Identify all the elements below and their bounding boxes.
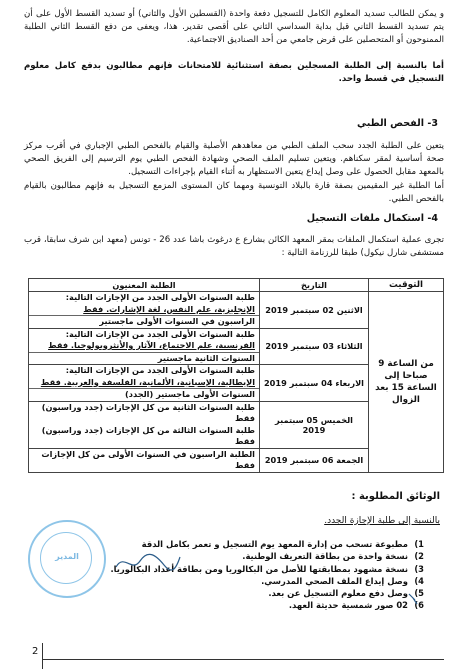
students-line: طلبة السنوات الأولى الجدد من الإجازات التالية: xyxy=(65,292,255,302)
header-students: الطلبة المعنيون xyxy=(29,279,260,292)
signature-icon xyxy=(112,547,182,577)
list-item: 3)نسخة مشهود بمطابقتها للأصل من البكالوريا ومن بطاقة أعداد البكالوريا. xyxy=(110,563,424,574)
students-line: الطلبة الراسبون في السنوات الأولى من كل الإجازات فقط xyxy=(41,448,255,470)
official-stamp xyxy=(28,520,106,598)
paragraph-nonresident: أما الطلبة غير المقيمين بصفة قارة بالبلاد التونسية ومهما كان المستوى المزمع التسجيل به فإنهم مطالبون بالقيام بالفحص الطبي. xyxy=(24,181,444,204)
students-line: الإنجليزية، علم النفس، لغة الإشارات. فقط xyxy=(83,303,255,314)
section-heading-medical: 3- الفحص الطبي xyxy=(356,118,438,129)
schedule-table xyxy=(28,278,444,473)
documents-subtitle: بالنسبة إلى طلبة الإجازة الجدد. xyxy=(324,516,440,526)
date-cell: الاثنين 02 سبتمبر 2019 xyxy=(260,292,369,329)
section-heading-registration: 4- استكمال ملفات التسجيل xyxy=(306,213,438,224)
list-item: 6)02 صور شمسية حديثة العهد. xyxy=(288,600,424,611)
students-cell xyxy=(29,365,260,402)
students-cell xyxy=(29,448,260,472)
paragraph-installments: و يمكن للطالب تسديد المعلوم الكامل للتسجيل دفعة واحدة (القسطين الأول والثاني) أو تسديد القسط الأول على أن يتم تسديد القسط الثاني قبل بداية السداسي الثاني على أقصى تقدير. هذا، ويعفى من دفع القسط الثاني الطلبة الممنوحون أو المتحصلين على قرض جامعي من أحد الصناديق الاجتماعية. xyxy=(24,9,444,45)
students-line: السنوات الثانية ماجستير xyxy=(157,352,255,363)
stamp-text: المدير xyxy=(55,552,79,561)
page-number: 2 xyxy=(32,646,39,657)
students-cell xyxy=(29,401,260,448)
date-cell: الخميس 05 سبتمبر 2019 xyxy=(260,401,369,448)
footer-divider xyxy=(42,659,444,660)
students-line: طلبة السنوات الأولى الجدد من الإجازات التالية: xyxy=(65,328,255,339)
list-item: 5)وصل دفع معلوم التسجيل عن بعد. xyxy=(268,588,424,599)
students-line: الراسبون في السنوات الأولى ماجستير xyxy=(99,316,255,326)
students-cell xyxy=(29,328,260,365)
schedule-header-row xyxy=(29,279,444,292)
list-item: 1)مطبوعة تسحب من إدارة المعهد يوم التسجيل و تعمر بكامل الدقة xyxy=(141,539,424,549)
date-cell: الثلاثاء 03 سبتمبر 2019 xyxy=(260,328,369,365)
date-cell: الجمعة 06 سبتمبر 2019 xyxy=(260,448,369,472)
students-cell xyxy=(29,292,260,329)
students-line: السنوات الأولى ماجستير (الجدد) xyxy=(125,389,255,399)
paragraph-exceptional-students: أما بالنسبة إلى الطلبة المسجلين بصفة استثنائية للامتحانات فإنهم مطالبون بدفع كامل معلوم التسجيل في قسط واحد. xyxy=(24,61,444,84)
students-line: الإيطالية، الإسبانية، الألمانية، الفلسفة والعربية. فقط xyxy=(40,376,255,387)
time-cell: من الساعة 9 صباحا إلى الساعة 15 بعد الزوال xyxy=(369,292,444,473)
list-item: 2)نسخة واحدة من بطاقة التعريف الوطنية. xyxy=(242,551,424,562)
pen-mark-icon xyxy=(407,592,419,606)
header-time: التوقيت xyxy=(369,279,444,292)
students-line: طلبة السنوات الثالثة من كل الإجازات (جدد وراسبون) فقط xyxy=(41,424,255,446)
list-item: 4)وصل إيداع الملف الصحي المدرسي. xyxy=(261,575,424,586)
paragraph-registration-location: تجرى عملية استكمال الملفات بمقر المعهد الكائن بشارع ع درغوث باشا عدد 26 - تونس (معهد ابن شرف سابقا، قرب مستشفى شارل نيكول) طبقا للرزنامة التالية : xyxy=(24,235,444,258)
students-line: الفرنسية، علم الاجتماع، الآثار والأنثروبولوجيا. فقط xyxy=(48,340,255,350)
table-row xyxy=(29,292,444,329)
students-line: طلبة السنوات الثانية من كل الإجازات (جدد وراسبون) فقط xyxy=(41,401,255,423)
footer-tick xyxy=(42,643,43,669)
documents-title: الوثائق المطلوبة : xyxy=(351,491,440,502)
header-date: التاريخ xyxy=(260,279,369,292)
paragraph-medical-exam: يتعين على الطلبة الجدد سحب الملف الطبي من معاهدهم الأصلية والقيام بالفحص الطبي الإجباري في أقرب مركز صحة أساسية لمقر سكناهم. ويتعين تسليم الملف الصحي وشهادة الفحص الطبي يوم الترسيم إلى الفريق الصحي بالمعهد مقابل الحصول على وصل إيداع يتعين الاستظهار به أثناء القيام بإجراءات التسجيل. xyxy=(24,141,444,177)
students-line: طلبة السنوات الأولى الجدد من الإجازات التالية: xyxy=(65,365,255,375)
date-cell: الاربعاء 04 سبتمبر 2019 xyxy=(260,365,369,402)
